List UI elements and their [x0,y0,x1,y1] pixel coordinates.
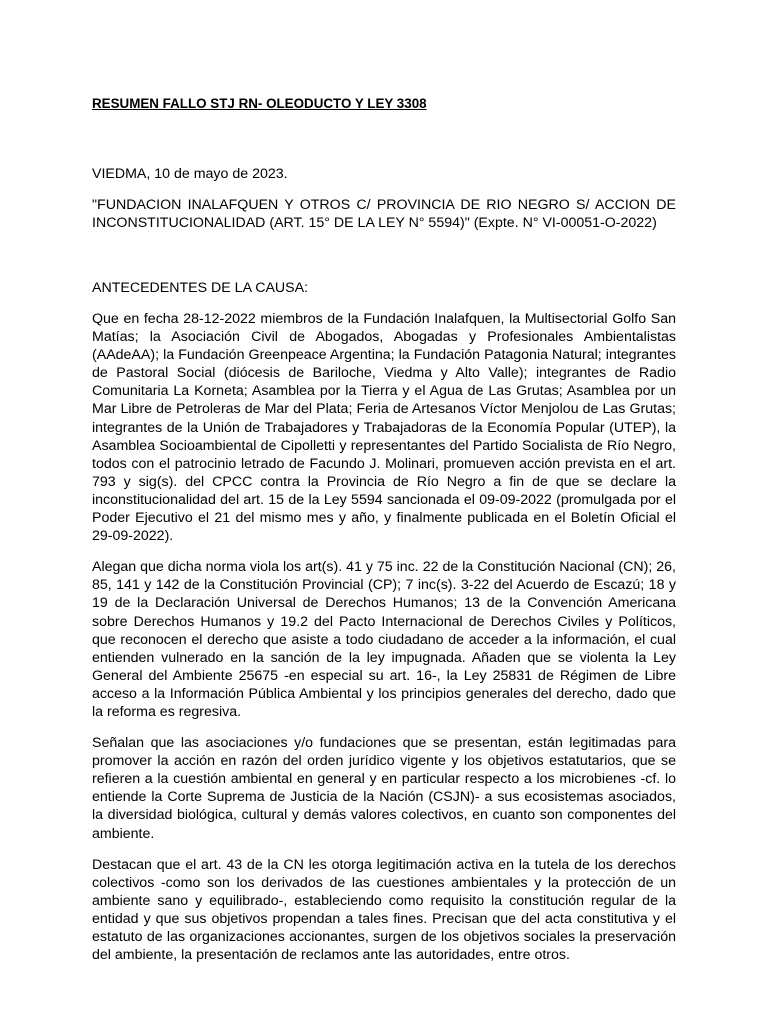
paragraph: Que en fecha 28-12-2022 miembros de la Fundación Inalafquen, la Multisectorial Golfo San Matías; la Asociación Civil de Abogados, Abogadas y Profesionales Ambientalistas (AAdeAA); la Fundación Greenpeace Argentina; la Fundación Patagonia Natural; integrantes de Pastoral Social (diócesis de Bariloche, Viedma y Alto Valle); integrantes de Radio Comunitaria La Korneta; Asamblea por la Tierra y el Agua de Las Grutas; Asamblea por un Mar Libre de Petroleras de Mar del Plata; Feria de Artesanos Víctor Menjolou de Las Grutas; integrantes de la Unión de Trabajadores y Trabajadoras de la Economía Popular (UTEP), la Asamblea Socioambiental de Cipolletti y representantes del Partido Socialista de Río Negro, todos con el patrocinio letrado de Facundo J. Molinari, promueven acción prevista en el art. 793 y sig(s). del CPCC contra la Provincia de Río Negro a fin de que se declare la inconstitucionalidad del art. 15 de la Ley 5594 sancionada el 09-09-2022 (promulgada por el Poder Ejecutivo el 21 del mismo mes y año, y finalmente publicada en el Boletín Oficial el 29-09-2022). [92,311,676,545]
paragraph: Señalan que las asociaciones y/o fundaciones que se presentan, están legitimadas para promover la acción en razón del orden jurídico vigente y los objetivos estatutarios, que se refieren a la cuestión ambiental en general y en particular respecto a los microbienes -cf. lo entiende la Corte Suprema de Justicia de la Nación (CSJN)- a sus ecosistemas asociados, la diversidad biológica, cultural y demás valores colectivos, en cuanto son componentes del ambiente. [92,735,676,842]
paragraph: Alegan que dicha norma viola los art(s). 41 y 75 inc. 22 de la Constitución Nacional (CN); 26, 85, 141 y 142 de la Constitución Provincial (CP); 7 inc(s). 3-22 del Acuerdo de Escazú; 18 y 19 de la Declaración Universal de Derechos Humanos; 13 de la Convención Americana sobre Derechos Humanos y 19.2 del Pacto Internacional de Derechos Civiles y Políticos, que reconocen el derecho que asiste a todo ciudadano de acceder a la información, el cual entienden vulnerado en la sanción de la ley impugnada. Añaden que se violenta la Ley General del Ambiente 25675 -en especial su art. 16-, la Ley 25831 de Régimen de Libre acceso a la Información Pública Ambiental y los principios generales del derecho, dado que la reforma es regresiva. [92,559,676,720]
document-title: RESUMEN FALLO STJ RN- OLEODUCTO Y LEY 3308 [92,96,427,111]
date-line: VIEDMA, 10 de mayo de 2023. [92,166,288,182]
section-heading: ANTECEDENTES DE LA CAUSA: [92,280,309,296]
case-caption: "FUNDACION INALAFQUEN Y OTROS C/ PROVINCIA DE RIO NEGRO S/ ACCION DE INCONSTITUCIONALIDAD (ART. 15° DE LA LEY N° 5594)" (Expte. N° VI-00051-O-2022) [92,197,676,231]
paragraph: Destacan que el art. 43 de la CN les otorga legitimación activa en la tutela de los derechos colectivos -como son los derivados de las cuestiones ambientales y la protección de un ambiente sano y equilibrado-, estableciendo como requisito la constitución regular de la entidad y que sus objetivos propendan a tales fines. Precisan que del acta constitutiva y el estatuto de las organizaciones accionantes, surgen de los objetivos sociales la preservación del ambiente, la presentación de reclamos ante las autoridades, entre otros. [92,856,676,964]
